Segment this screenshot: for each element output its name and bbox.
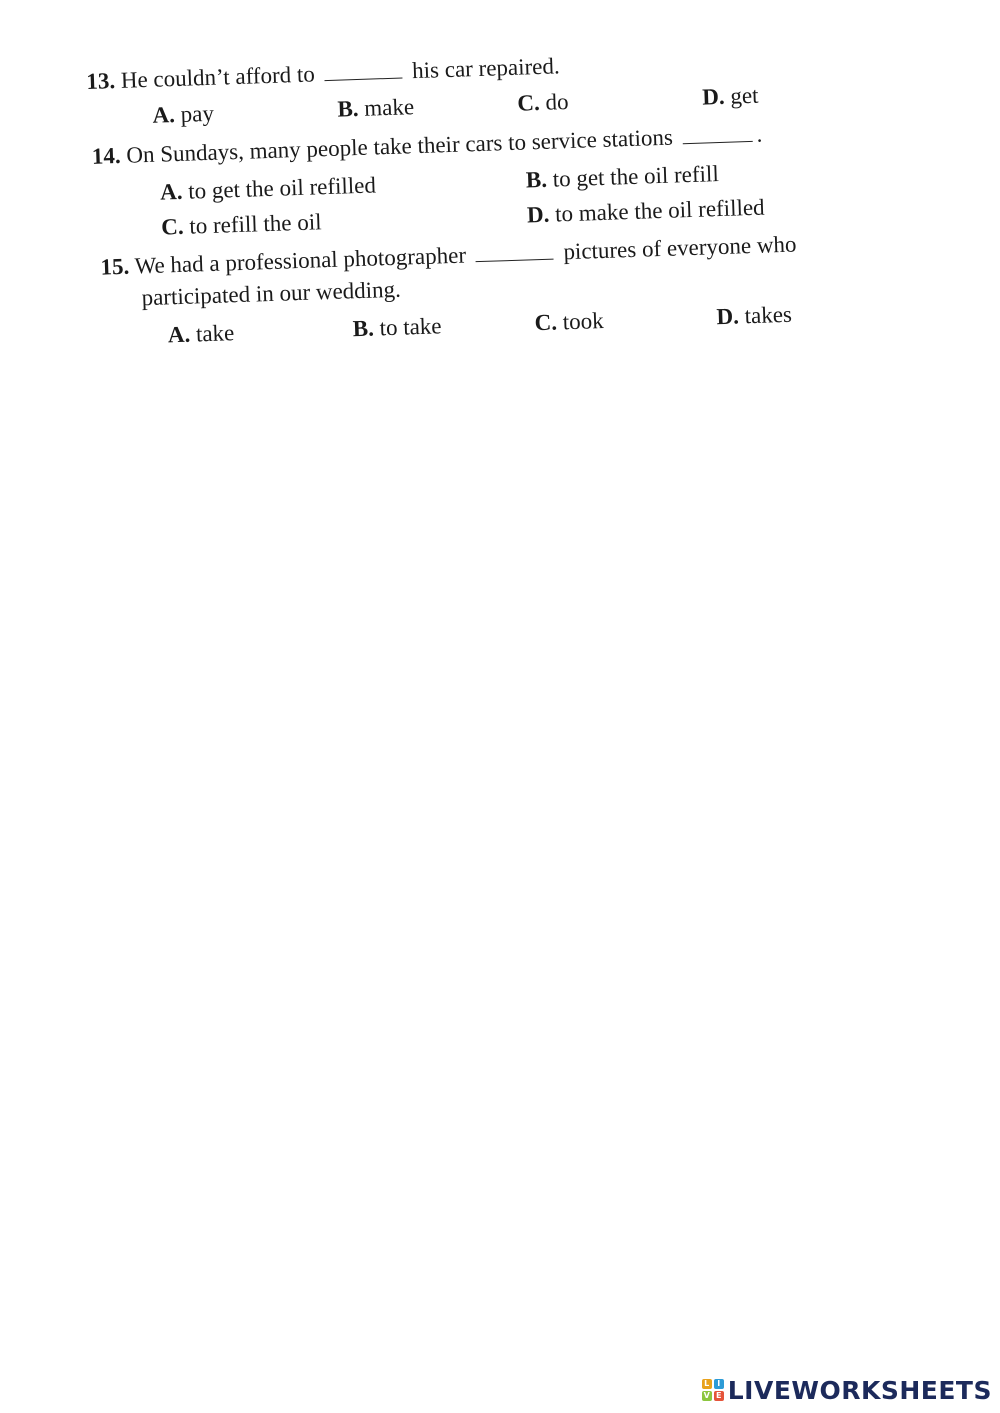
question-number: 15. [100, 253, 130, 280]
option-13-d[interactable]: D. get [701, 82, 759, 110]
option-13-a[interactable]: A. pay [152, 100, 215, 128]
question-stem: We had a professional photographer [134, 242, 467, 279]
option-14-d[interactable]: D. to make the oil refilled [526, 194, 765, 228]
liveworksheets-logo-icon [702, 1379, 724, 1401]
option-15-b[interactable]: B. to take [352, 313, 442, 342]
option-15-a[interactable]: A. take [167, 320, 235, 348]
question-stem-end: . [756, 121, 763, 147]
question-13 [86, 53, 560, 95]
option-13-b[interactable]: B. make [337, 94, 415, 122]
option-15-c[interactable]: C. took [534, 307, 605, 336]
logo-tile: L [702, 1379, 712, 1389]
option-14-a[interactable]: A. to get the oil refilled [159, 172, 377, 205]
question-stem-end: his car repaired. [411, 53, 561, 84]
option-13-c[interactable]: C. do [516, 89, 569, 116]
worksheet-scan [55, 10, 954, 348]
question-stem-end: pictures of everyone who [563, 231, 797, 265]
option-15-d[interactable]: D. takes [716, 301, 793, 330]
option-14-c[interactable]: C. to refill the oil [160, 209, 322, 240]
logo-tile: I [714, 1379, 724, 1389]
option-14-b[interactable]: B. to get the oil refill [525, 161, 720, 193]
question-stem: On Sundays, many people take their cars to service stations [125, 124, 674, 168]
question-number: 14. [91, 142, 122, 169]
question-number: 13. [85, 68, 116, 94]
answer-blank[interactable] [683, 140, 753, 144]
question-15-line-2: participated in our wedding. [141, 276, 402, 311]
answer-blank[interactable] [476, 258, 554, 263]
logo-tile: E [714, 1391, 724, 1401]
brand-name: LIVEWORKSHEETS [727, 1375, 992, 1405]
logo-tile: V [703, 1391, 710, 1400]
answer-blank[interactable] [325, 76, 403, 81]
question-stem: He couldn’t afford to [120, 61, 316, 93]
liveworksheets-footer [702, 1375, 992, 1405]
